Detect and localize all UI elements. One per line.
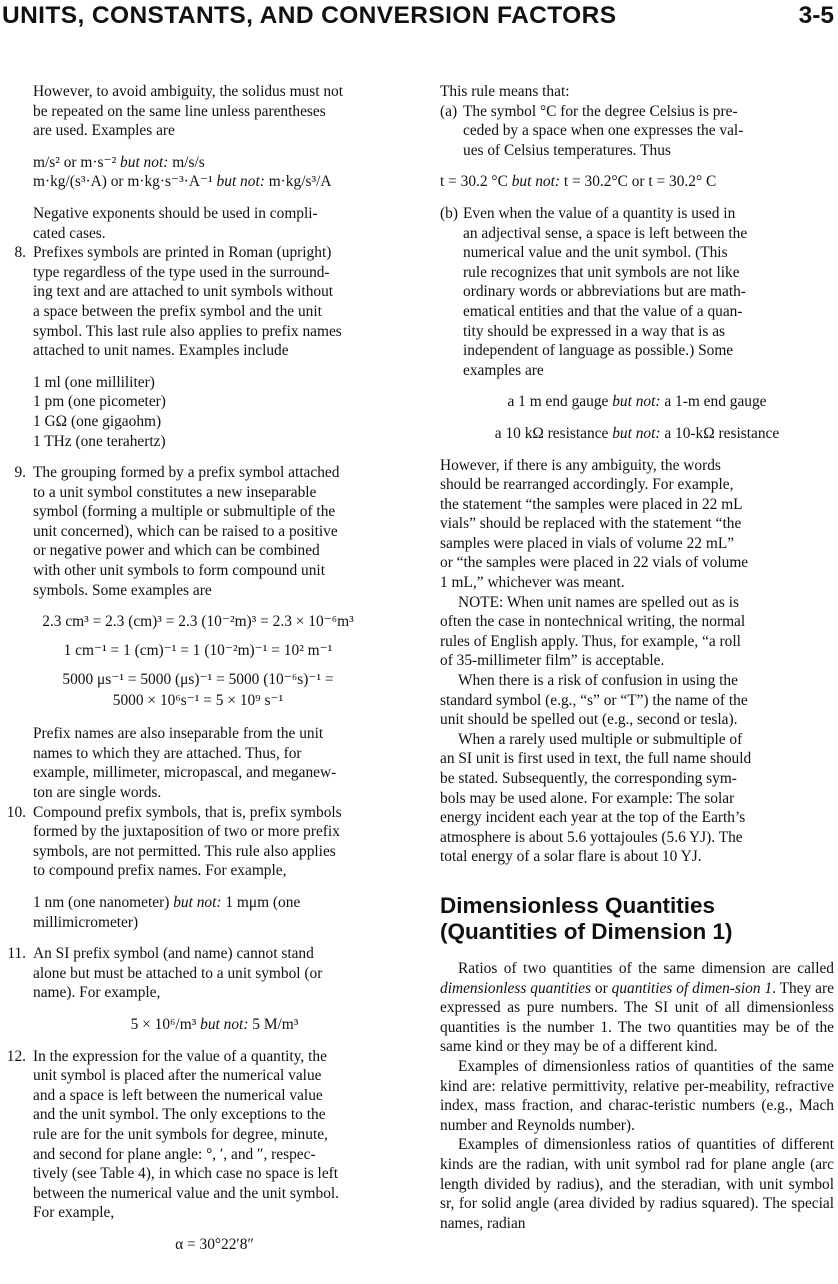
text-line: NOTE: When unit names are spelled out as is (458, 593, 739, 611)
but-not-label: but not: (511, 173, 561, 191)
text-line: Prefix names are also inseparable from the unit (33, 725, 324, 743)
heading-line: (Quantities of Dimension 1) (440, 918, 733, 944)
text-line: to compound prefix names. For example, (33, 862, 287, 880)
but-not-label: but not: (612, 424, 661, 442)
example-line (33, 1015, 396, 1035)
text-line: and a space is left between the numerical value (33, 1086, 323, 1104)
text-line: an adjectival sense, a space is left between the (463, 224, 748, 242)
example-text: 1 mμm (one (221, 894, 301, 911)
item-number: 9. (14, 464, 26, 482)
text-line: rule recognizes that unit symbols are not like (463, 263, 740, 281)
text-line: the statement “the samples were placed in 22 mL (440, 495, 743, 513)
text-line: ceded by a space when one expresses the val- (463, 122, 744, 140)
text-line: be repeated on the same line unless parentheses (33, 102, 326, 120)
text-line: type regardless of the type used in the surround- (33, 263, 330, 281)
text-line: ton are single words. (33, 784, 162, 802)
equation: 1 cm⁻¹ = 1 (cm)⁻¹ = 1 (10⁻²m)⁻¹ = 10² m⁻¹ (63, 642, 333, 660)
example-text: a 1-m end gauge (660, 393, 767, 411)
text-line: atmosphere is about 5.6 yottajoules (5.6 YJ). The (440, 828, 743, 846)
text-line: 1 mL,” whichever was meant. (440, 574, 625, 592)
example-line (440, 172, 834, 192)
same-kind-paragraph: Examples of dimensionless ratios of quantities of the same kind are: relative permittivity, relative per-meability, refractive index, mass fraction, and charac-teristic numbers (e.g., Mach number and Reynolds number). (440, 1057, 834, 1134)
rule-item-9 (0, 463, 396, 600)
text-line: attached to unit names. Examples include (33, 342, 289, 360)
text-line: total energy of a solar flare is about 10 YJ. (440, 848, 702, 866)
rule-item-11 (0, 944, 396, 1034)
but-not-label: but not: (200, 1015, 249, 1033)
text-line: vials” should be replaced with the statement “the (440, 515, 742, 533)
text-line: alone but must be attached to a unit symbol (or (33, 964, 323, 982)
solidus-examples (0, 153, 396, 192)
compound-prefix-example (33, 893, 396, 932)
note-paragraph (440, 593, 834, 671)
text-line: symbol (forming a multiple or submultiple of the (33, 503, 336, 521)
text-line: Negative exponents should be used in compli- (33, 204, 318, 222)
rule-item-8 (0, 243, 396, 451)
equation: 5000 × 10⁶s⁻¹ = 5 × 10⁹ s⁻¹ (112, 692, 284, 710)
text-line: energy incident each year at the top of the Earth’s (440, 809, 746, 827)
text-line: symbols. Some examples are (33, 581, 212, 599)
example-text: a 10 kΩ resistance (494, 424, 613, 442)
text-line: ematical entities and that the value of a quan- (463, 302, 743, 320)
italic-term: dimensionless quantities (440, 979, 591, 997)
rule-sub-a (440, 102, 834, 161)
but-not-label: but not: (612, 393, 661, 411)
text-line: a space between the prefix symbol and the unit (33, 302, 322, 320)
text-line: tively (see Table 4), in which case no space is left (33, 1165, 339, 1183)
text-line: or “the samples were placed in 22 vials of volume (440, 554, 749, 572)
text-line: be stated. Subsequently, the corresponding sym- (440, 770, 737, 787)
example-line: 1 pm (one picometer) (33, 393, 166, 411)
rule-item-10 (0, 803, 396, 933)
italic-term: quantities of dimen-sion 1 (611, 979, 773, 997)
text-line: and second for plane angle: °, ′, and ″, respec- (33, 1145, 316, 1163)
rare-multiple-paragraph (440, 730, 834, 867)
different-kind-paragraph: Examples of dimensionless ratios of quantities of different kinds are the radian, with unit symbol rad for plane angle (arc length divided by radius), and the steradian, with unit symbol sr, for solid angle (area divided by radius squared). The special names, radian (440, 1136, 834, 1232)
example-line (440, 424, 834, 444)
text-line: standard symbol (e.g., “s” or “T”) the name of the (440, 691, 748, 709)
example-text: m·kg/s³/A (264, 173, 332, 191)
text-line: However, if there is any ambiguity, the words (440, 456, 721, 474)
item-number: 8. (14, 244, 26, 262)
rule-item-12 (0, 1047, 396, 1255)
text-line: In the expression for the value of a quantity, the (33, 1047, 327, 1065)
confusion-paragraph (440, 671, 834, 730)
example-line: α = 30°22′8″ (175, 1235, 254, 1253)
text-line: When a rarely used multiple or submultiple of (458, 730, 743, 748)
body-text: . They are expressed as pure numbers. The SI unit of all dimensionless quantities is the number 1. The two quantities may be of the same kind or they may be of a different kind. (440, 979, 834, 1056)
text-line: This rule means that: (440, 83, 570, 100)
text-line: ing text and are attached to unit symbols without (33, 283, 334, 301)
page-number: 3-5 (798, 2, 834, 29)
text-line: unit concerned), which can be raised to a positive (33, 522, 338, 540)
text-line: bols may be used alone. For example: The solar (440, 789, 735, 807)
example-line (33, 172, 396, 192)
example-text: 5 × 10⁶/m³ (130, 1015, 201, 1033)
text-line: with other unit symbols to form compound unit (33, 562, 325, 580)
text-line: symbols, are not permitted. This rule also applies (33, 842, 336, 860)
but-not-label: but not: (173, 894, 222, 911)
text-line: However, to avoid ambiguity, the solidus must not (33, 83, 344, 100)
text-line: to a unit symbol constitutes a new inseparable (33, 483, 317, 501)
text-line: The symbol °C for the degree Celsius is pre- (463, 102, 738, 120)
text-line: numerical value and the unit symbol. (This (463, 244, 728, 262)
prefix-names-paragraph (0, 724, 396, 802)
left-column (0, 82, 396, 1255)
example-text: m/s/s (168, 153, 205, 171)
but-not-label: but not: (120, 153, 169, 171)
but-not-label: but not: (216, 173, 265, 191)
example-line (440, 392, 834, 412)
item-number: 12. (6, 1047, 26, 1065)
body-text: Ratios of two quantities of the same dimension are called (458, 959, 834, 977)
text-line: are used. Examples are (33, 122, 175, 140)
rule-sub-b (440, 204, 834, 380)
item-number: 10. (6, 803, 26, 821)
item-number: 11. (7, 945, 26, 963)
example-line: millimicrometer) (33, 913, 139, 931)
example-line (33, 893, 396, 913)
example-text: m·kg/(s³·A) or m·kg·s⁻³·A⁻¹ (33, 173, 217, 191)
text-line: When there is a risk of confusion in using the (458, 672, 738, 690)
equations-block (0, 610, 396, 710)
text-line: between the numerical value and the unit symbol. (33, 1184, 340, 1202)
text-line: names to which they are attached. Thus, for (33, 744, 302, 762)
running-header (0, 0, 838, 40)
equation: 2.3 cm³ = 2.3 (cm)³ = 2.3 (10⁻²m)³ = 2.3 × 10⁻⁶m³ (42, 613, 354, 631)
text-line: should be rearranged accordingly. For example, (440, 476, 734, 494)
text-line: rule are for the unit symbols for degree, minute, (33, 1125, 328, 1143)
heading-line: Dimensionless Quantities (440, 892, 716, 918)
text-line: of 35-millimeter film” is acceptable. (440, 652, 665, 670)
text-line: an SI unit is first used in text, the full name should (440, 750, 752, 768)
text-line: or negative power and which can be combined (33, 542, 320, 560)
example-text: 1 nm (one nanometer) (33, 894, 174, 911)
example-text: t = 30.2 °C (440, 173, 512, 191)
example-line (33, 153, 396, 173)
text-line: For example, (33, 1204, 115, 1222)
example-line: 1 GΩ (one gigaohm) (33, 412, 162, 430)
dimensionless-paragraph (440, 959, 834, 1057)
text-line: unit should be spelled out (e.g., second or tesla). (440, 711, 738, 729)
text-line: tity should be expressed in a way that is as (463, 322, 726, 340)
text-line: ues of Celsius temperatures. Thus (463, 141, 671, 159)
example-line: 1 ml (one milliliter) (33, 373, 155, 391)
text-line: An SI prefix symbol (and name) cannot stand (33, 945, 314, 963)
example-text: m/s² or m·s⁻² (33, 153, 121, 171)
text-line: Compound prefix symbols, that is, prefix symbols (33, 803, 342, 821)
sub-label: (a) (440, 102, 458, 120)
text-line: independent of language as possible.) Some (463, 342, 734, 360)
text-line: examples are (463, 361, 544, 379)
text-line: Even when the value of a quantity is used in (463, 204, 736, 222)
section-heading (440, 893, 834, 945)
text-line: formed by the juxtaposition of two or more prefix (33, 823, 340, 841)
example-text: a 10-kΩ resistance (660, 424, 780, 442)
example-text: a 1 m end gauge (507, 393, 613, 411)
text-line: name). For example, (33, 984, 161, 1002)
text-line: rules of English apply. Thus, for example, “a roll (440, 632, 741, 650)
negative-exponents-paragraph (0, 204, 396, 243)
body-text: or (590, 979, 612, 997)
example-line: 1 THz (one terahertz) (33, 432, 166, 450)
text-line: Prefixes symbols are printed in Roman (upright) (33, 244, 332, 262)
prefix-examples (33, 373, 396, 451)
equation: 5000 μs⁻¹ = 5000 (μs)⁻¹ = 5000 (10⁻⁶s)⁻¹ = (62, 671, 334, 689)
text-line: example, millimeter, micropascal, and meganew- (33, 764, 337, 782)
text-line: ordinary words or abbreviations but are math- (463, 283, 746, 301)
example-text: t = 30.2°C or t = 30.2° C (560, 173, 717, 191)
solidus-paragraph (0, 82, 396, 141)
text-line: and the unit symbol. The only exceptions to the (33, 1106, 326, 1124)
ambiguity-paragraph (440, 456, 834, 593)
text-line: often the case in nontechnical writing, the normal (440, 613, 746, 631)
text-line: cated cases. (33, 224, 106, 242)
text-line: unit symbol is placed after the numerical value (33, 1067, 322, 1085)
sub-label: (b) (440, 204, 458, 222)
right-column (440, 82, 834, 1233)
header-title: UNITS, CONSTANTS, AND CONVERSION FACTORS (2, 2, 617, 29)
text-line: symbol. This last rule also applies to prefix names (33, 322, 342, 340)
example-text: 5 M/m³ (248, 1015, 299, 1033)
text-line: The grouping formed by a prefix symbol attached (33, 464, 340, 482)
text-line: samples were placed in vials of volume 22 mL” (440, 534, 735, 552)
